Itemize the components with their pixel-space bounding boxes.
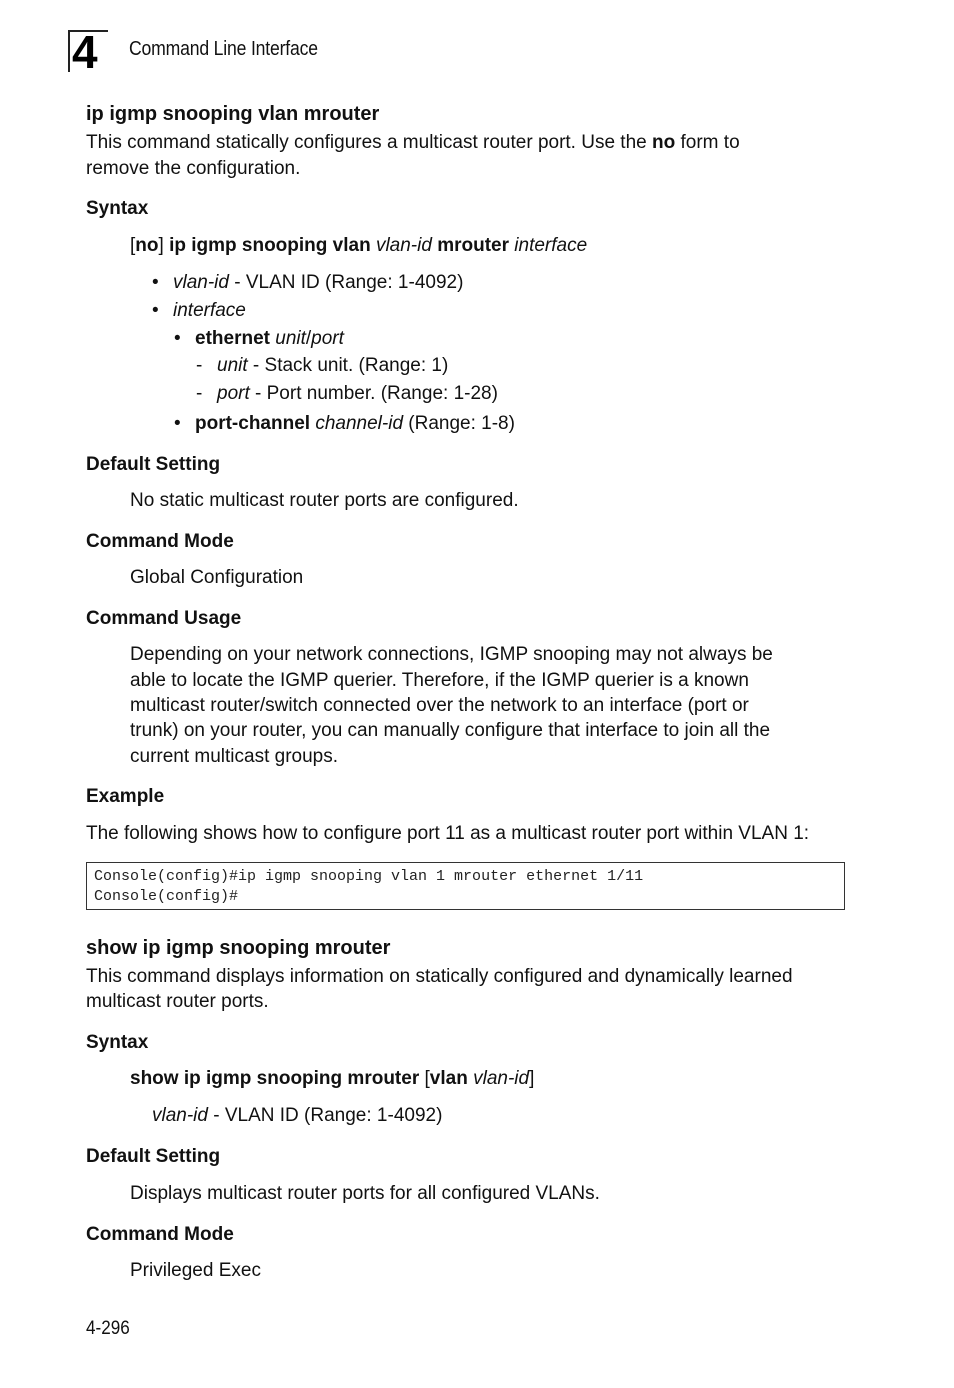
chapter-number: 4 <box>72 26 98 78</box>
syntax-bracket: [ <box>130 235 136 256</box>
dash-icon: - <box>196 355 203 376</box>
default-setting-text: No static multicast router ports are configured. <box>130 490 519 511</box>
syntax-heading: Syntax <box>86 198 149 219</box>
usage-line: Depending on your network connections, IGMP snooping may not always be <box>130 644 773 665</box>
param-desc: - VLAN ID (Range: 1-4092) <box>228 272 464 293</box>
syntax-arg: vlan-id <box>473 1068 530 1089</box>
dash-icon: - <box>196 383 203 404</box>
default-setting-text: Displays multicast router ports for all configured VLANs. <box>130 1183 600 1204</box>
syntax-keyword: vlan <box>429 1068 468 1089</box>
usage-line: multicast router/switch connected over the network to an interface (port or <box>130 695 749 716</box>
param-keyword: ethernet <box>195 328 270 349</box>
param-interface <box>173 300 246 322</box>
bullet-icon: • <box>152 300 159 321</box>
code-line: Console(config)# <box>94 888 239 905</box>
section-title-ip-igmp-snooping-vlan-mrouter: ip igmp snooping vlan mrouter <box>86 103 380 125</box>
param-vlan-id <box>173 272 463 294</box>
syntax-no: no <box>135 235 159 256</box>
intro-text-end: form to <box>675 132 740 153</box>
default-setting-heading: Default Setting <box>86 1146 221 1167</box>
param-arg: port <box>311 328 344 349</box>
param-keyword: port-channel <box>195 413 311 434</box>
syntax-bracket: ] <box>529 1068 535 1089</box>
bullet-icon: • <box>174 413 181 434</box>
param-unit <box>217 355 448 377</box>
section2-intro-line2: multicast router ports. <box>86 991 269 1012</box>
usage-line: current multicast groups. <box>130 746 339 767</box>
param-ethernet <box>195 328 344 350</box>
param-vlan-id <box>152 1105 442 1127</box>
syntax-arg: vlan-id <box>375 235 432 256</box>
syntax-bracket: ] <box>158 235 170 256</box>
code-line: Console(config)#ip igmp snooping vlan 1 mrouter ethernet 1/11 <box>94 868 644 885</box>
syntax-line <box>130 235 587 257</box>
param-name: vlan-id <box>152 1105 208 1126</box>
running-title: Command Line Interface <box>129 38 318 60</box>
param-desc: - Stack unit. (Range: 1) <box>247 355 449 376</box>
example-heading: Example <box>86 786 165 807</box>
syntax-command: ip igmp snooping vlan <box>169 235 376 256</box>
bullet-icon: • <box>152 272 159 293</box>
intro-no-keyword: no <box>652 132 676 153</box>
syntax-heading: Syntax <box>86 1032 149 1053</box>
syntax-command: show ip igmp snooping mrouter <box>130 1068 425 1089</box>
page-number: 4-296 <box>86 1318 130 1339</box>
section-title-show-ip-igmp-snooping-mrouter: show ip igmp snooping mrouter <box>86 937 391 959</box>
param-desc: - Port number. (Range: 1-28) <box>249 383 498 404</box>
param-port-channel <box>195 413 515 435</box>
param-arg: channel-id <box>315 413 404 434</box>
command-mode-heading: Command Mode <box>86 531 234 552</box>
param-name: vlan-id <box>173 272 229 293</box>
param-port <box>217 383 498 405</box>
param-name: port <box>217 383 250 404</box>
syntax-command: mrouter <box>431 235 515 256</box>
syntax-bracket: [ <box>424 1068 430 1089</box>
syntax-line <box>130 1068 534 1090</box>
code-example-box <box>86 862 845 910</box>
param-name: interface <box>173 300 246 321</box>
default-setting-heading: Default Setting <box>86 454 221 475</box>
param-desc: (Range: 1-8) <box>403 413 515 434</box>
example-text: The following shows how to configure port 11 as a multicast router port within VLAN 1: <box>86 823 810 844</box>
param-desc: - VLAN ID (Range: 1-4092) <box>207 1105 443 1126</box>
param-name: unit <box>217 355 248 376</box>
command-mode-text: Global Configuration <box>130 567 304 588</box>
command-mode-heading: Command Mode <box>86 1224 234 1245</box>
syntax-arg: interface <box>514 235 588 256</box>
param-arg: unit <box>275 328 306 349</box>
command-mode-text: Privileged Exec <box>130 1260 261 1281</box>
section2-intro-line1: This command displays information on statically configured and dynamically learned <box>86 966 793 987</box>
usage-line: able to locate the IGMP querier. Therefore, if the IGMP querier is a known <box>130 670 749 691</box>
command-usage-heading: Command Usage <box>86 608 242 629</box>
section1-intro-line1 <box>86 132 740 154</box>
bullet-icon: • <box>174 328 181 349</box>
intro-text: This command statically configures a multicast router port. Use the <box>86 132 653 153</box>
usage-line: trunk) on your router, you can manually configure that interface to join all the <box>130 720 771 741</box>
section1-intro-line2: remove the configuration. <box>86 158 301 179</box>
param-sep: / <box>305 328 312 349</box>
chapter-number-box <box>68 26 108 78</box>
